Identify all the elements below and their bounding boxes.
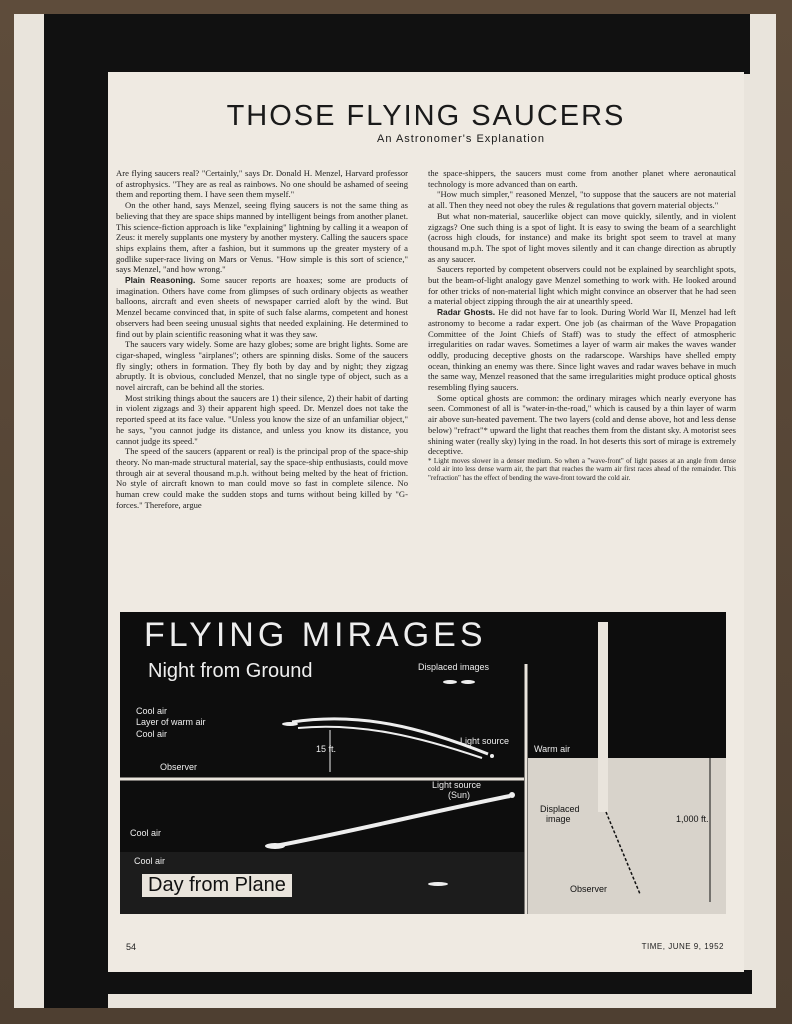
text-column-left (116, 168, 408, 511)
cool-air-label: Cool air (134, 856, 166, 866)
paragraph: the space-shippers, the saucers must come from another planet where aeronautical technology is more advanced than on earth. (428, 168, 736, 189)
paragraph-text: He did not have far to look. During World War II, Menzel had left astronomy to become a radar expert. One job (as chairman of the Wave Propagation Committee of the Joint Chiefs of Staff) was to study the effect of atmospheric irregularities on radar waves. Sometimes a layer of warm air makes the waves wander oddly, producing deceptive ghosts on the radarscope. Warships have shelled empty ocean, thinking an enemy was there. Since light waves and radar waves behave in much the same way, Menzel reasoned that the same irregularities might produce optical ghosts resembling flying saucers. (428, 307, 736, 393)
paragraph: The speed of the saucers (apparent or real) is the principal prop of the space-ship theory. No man-made structural material, say the space-ship enthusiasts, could move through air at several thousand m.p.h. without being melted by the heat of friction. No style of aircraft known to man could move so fast in complete silence. No human crew could make the sudden stops and turns without being killed by "G-forces." Therefore, argue (116, 446, 408, 510)
displaced-image-label: Displaced (540, 804, 580, 814)
section-heading: Plain Reasoning. (125, 275, 196, 286)
sun-label: (Sun) (448, 790, 471, 800)
searchlight-beam (598, 622, 608, 812)
right-panel-sky (528, 758, 726, 914)
warm-air-label: Warm air (534, 744, 571, 754)
paragraph (428, 307, 736, 393)
paragraph: Are flying saucers real? "Certainly," says Dr. Donald H. Menzel, Harvard professor of astrophysics. "They are as real as rainbows. No one should be ashamed of seeing them and reporting them. I have seen them myself." (116, 168, 408, 200)
paragraph: Some optical ghosts are common: the ordinary mirages which nearly everyone has seen. Commonest of all is "water-in-the-road," which is caused by a thin layer of warm air above sun-heated pavement. The two layers (cold and dense above, hot and less dense below) "refract"* upward the light that reaches them from the distant sky. A motorist sees shining water (really sky) lying in the road. In hot deserts this sort of mirage is extremely deceptive. (428, 392, 736, 457)
light-source-dot (490, 754, 494, 758)
magazine-page (108, 72, 744, 972)
day-label: Day from Plane (142, 874, 292, 897)
paragraph: But what non-material, saucerlike object can move quickly, silently, and in violent zigzags? One such thing is a spot of light. It is easy to swing the beam of a searchlight (across high clouds, for instance) and make its bright spot seem to travel at many thousand m.p.h. The spot of light moves silently and it can change direction as abruptly as any saucer. (428, 210, 736, 264)
light-source-sun-label: Light source (432, 780, 482, 790)
mirage-blob (428, 882, 448, 886)
page-number: 54 (126, 942, 137, 952)
light-source-label: Light source (460, 736, 510, 746)
flying-mirages-figure (120, 612, 726, 914)
article-title: THOSE FLYING SAUCERS (226, 100, 626, 132)
paragraph: The saucers vary widely. Some are hazy globes; some are bright lights. Some are cigar-shaped, wingless "airplanes"; others are spinning disks. Some of the saucers fly singly; others in formation. They fly both by day and by night; they zigzag abruptly. It is obvious, concluded Menzel, that no single type of object, such as a novel aircraft, can be behind all the stories. (116, 339, 408, 393)
paragraph: Saucers reported by competent observers could not be explained by searchlight spots, but the beam-of-light analogy gave Menzel something to work with. He looked around for other tricks of non-material light which might convince an observer that he had seen a material object zipping through the air at unearthly speed. (428, 264, 736, 307)
cool-air-label: Cool air (136, 729, 168, 739)
article-subtitle: An Astronomer's Explanation (377, 133, 545, 145)
displaced-images-label: Displaced images (418, 662, 490, 672)
cool-air-label: Cool air (136, 706, 168, 716)
issue-date: TIME, JUNE 9, 1952 (641, 942, 724, 951)
sun-source (509, 792, 515, 798)
warm-layer-label: Layer of warm air (136, 717, 206, 727)
mirage-blob (265, 843, 285, 849)
paragraph: On the other hand, says Menzel, seeing flying saucers is not the same thing as believing that they are space ships manned by intelligent beings from another planet. This science-fiction approach is like "explaining" lightning by calling it a weapon of Zeus: it merely supplants one mystery by another mystery. Calling the saucers space ships explains them, after a fashion, but it summons up the greater mystery of a godlike super-race living on Mars or Venus. "How simple is this sort of science," says Menzel, "and how wrong." (116, 200, 408, 275)
observer-label: Observer (570, 884, 608, 894)
paragraph: Most striking things about the saucers are 1) their silence, 2) their habit of darting in violent zigzags and 3) their apparent high speed. Dr. Menzel does not take the reported speed at its face value. "Unless you know the size of an unfamiliar object," he says, "you cannot judge its distance, and unless you know its distance, you cannot judge its speed." (116, 392, 408, 446)
observer-label: Observer (160, 762, 198, 772)
height-label: 15 ft. (316, 744, 337, 754)
displaced-image-label-2: image (546, 814, 571, 824)
paragraph (116, 275, 408, 339)
frame-top (44, 14, 750, 72)
altitude-label: 1,000 ft. (676, 814, 709, 824)
frame-bottom (44, 970, 752, 994)
mirage-diagram (120, 612, 726, 914)
frame-right-strip (744, 14, 750, 74)
text-column-right (428, 168, 736, 482)
displaced-image-dot (282, 722, 298, 726)
section-heading: Radar Ghosts. (437, 307, 496, 318)
frame-left (44, 14, 108, 1008)
footnote: * Light moves slower in a denser medium. So when a "wave-front" of light passes at an angle from dense cold air into less dense warm air, the part that reaches the warm air first races ahead of the remainder. This "refraction" has the effect of bending the wave-front toward the cold air. (428, 456, 736, 482)
day-light-ray (275, 796, 510, 846)
cool-air-label: Cool air (130, 828, 162, 838)
night-label: Night from Ground (148, 660, 313, 682)
displaced-image-dot (443, 680, 457, 684)
paragraph: "How much simpler," reasoned Menzel, "to suppose that the saucers are not material at all. Then they need not obey the rules & regulations that govern material objects." (428, 189, 736, 211)
paragraph-text: Some saucer reports are hoaxes; some are products of imagination. Others have come from glimpses of such ordinary objects as weather balloons, aircraft and even sheets of newspaper carried aloft by the wind. But Menzel became convinced that, in spite of such false alarms, competent and honest observers had been seeing unusual sights that needed explaining. He determined to find out by plain scientific reasoning what it was they saw. (116, 275, 408, 339)
figure-title: FLYING MIRAGES (144, 616, 487, 654)
displaced-image-dot (461, 680, 475, 684)
